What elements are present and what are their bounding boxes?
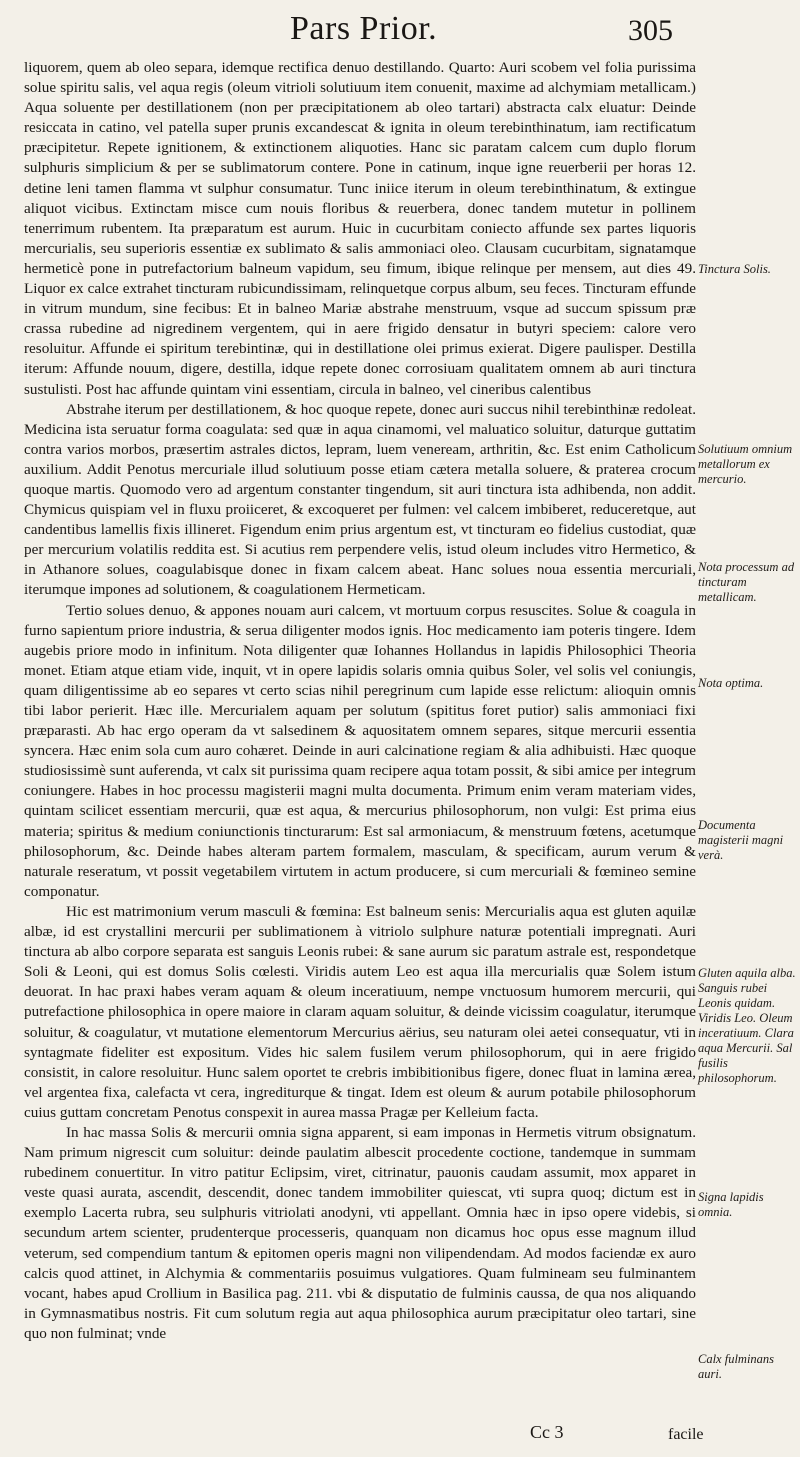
paragraph: In hac massa Solis & mercurii omnia signa apparent, si eam imponas in Hermetis vitrum obsignatum. Nam primum nigrescit cum soluitur: deinde paulatim albescit procedente coctione, tandemque in summam rubedinem conuertitur. In vitro patitur Eclipsim, viret, citrinatur, pauonis caudam assumit, mox apparet in veste quasi aurata, ascendit, descendit, donec tandem immobiliter quiescat, vti supra quoq; dictum est in exemplo Lacerta rubra, seu sulphuris vitriolati anodyni, vti appellant. Omnia hæc in ipso opere videbis, si secundum artem scienter, prudenterque processeris, quanquam non dicamus hoc opus esse magnum illud veterum, sed compendium tantum & epitomen operis magni non vilipendendam. Ad modos faciendæ ex auro calcis quod attinet, in Alchymia & commentariis posuimus vulgatiores. Quam fulmineam seu fulminantem vocant, habes apud Crollium in Basilica pag. 211. vbi & disputatio de fulminis caussa, de qua nos aliquando in Gymnasmatibus nostris. Fit cum solutum regia aut aqua philosophica aurum præcipitatur oleo tartari, sine quo non fulminat; vnde: [24, 1123, 696, 1342]
margin-note: Documenta magisterii magni verà.: [698, 818, 784, 862]
margin-note: Nota optima.: [698, 676, 764, 690]
margin-note: Calx fulminans auri.: [698, 1352, 775, 1381]
margin-note: Solutiuum omnium metallorum ex mercurio.: [698, 442, 793, 486]
main-text: [24, 58, 696, 1344]
paragraph: Tertio solues denuo, & appones nouam auri calcem, vt mortuum corpus resuscites. Solue & coagula in furno sapientum priore industria, & serua diligenter modos ignis. Hoc medicamento iam poteris tingere. Idem augebis priore modo in infinitum. Nota diligenter quæ Iohannes Hollandus in lapidis Philosophici Theoria monet. Etiam atque etiam vide, inquit, vt in opere lapidis solaris omnia quibus Soler, vel solis vel coniungis, quam diligentissime ab eo separes vt certo scias nihil peregrinum cum lapide esse relictum: alioquin omnis tibi labor perierit. Hæc ille. Mercurialem aquam per solutum (spititus foret putior) salis ammoniaci fixi præparasti. Ab hac ergo operam da vt salsedinem & aquositatem omnem separes, sitque mercurii essentia syncera. Hæc enim sola cum auro cohæret. Deinde in auri calcinatione regiam & alia adhibuisti. Hæc quoque studiosissimè sunt auferenda, vt calx sit purissima quam recipere aqua totam possit, & sibi amice per integrum coniungere. Habes in hoc processu magisterii magni multa documenta. Primum enim veram materiam vides, quintam scilicet essentiam mercurii, quæ est aqua, & mercurius philosophorum, non vulgi: Est prima eius materia; spiritus & medium coniunctionis tincturarum: Est sal armoniacum, & menstruum fœtens, acetumque philosophorum, &c. Deinde habes alteram partem formalem, masculam, & specificam, aurum verum & naturale reseratum, vt possit vegetabilem virtutem in actum producere, si cum mercuriali & fœmineo semine componatur.: [24, 601, 696, 900]
running-head: [0, 6, 800, 56]
margin-note: Signa lapidis omnia.: [698, 1190, 764, 1219]
catchword: facile: [668, 1426, 704, 1443]
paragraph: Abstrahe iterum per destillationem, & hoc quoque repete, donec auri succus nihil terebinthinæ redoleat. Medicina ista seruatur forma coagulata: sed quæ in aqua cinamomi, vel maluatico soluitur, daturque guttatim contra varios morbos, præsertim astrales dictos, lepram, luem veneream, arthritin, &c. Est enim Catholicum auxilium. Addit Penotus mercuriale illud solutiuum posse etiam cætera metalla soluere, & praterea crocum quoque martis. Quomodo vero ad argentum constanter tingendum, sit auri tinctura ista adhibenda, non addit. Chymicus quispiam vel in fluxu proiiceret, & excoqueret per fulmen: vel calcem imbiberet, reduceretque, aut candentibus lamellis fixis illineret. Figendum enim prius argentum est, vt tincturam eo fidelius custodiat, quæ per mercurium volatilis reddita est. Si acutius rem perpendere velis, istud oleum includes vitro Hermetico, & in Athanore solues, coagulabisque donec in fixam calcem abeat. Hanc solues noua essentia mercuriali, iterumque impones ad solutionem, & coagulationem Hermeticam.: [24, 400, 696, 599]
margin-note: Tinctura Solis.: [698, 262, 771, 276]
paragraph: Hic est matrimonium verum masculi & fœmina: Est balneum senis: Mercurialis aqua est gluten aquilæ albæ, id est crystallini mercurii per sublimationem à vitriolo sulphure naturæ potentiali impregnati. Auri tinctura ab albo corpore separata est sanguis Leonis rubei: & sane aurum sic paratum astrale est, respondetque Soli & Leoni, qui est domus Solis cœlesti. Viridis autem Leo est aqua illa mercurialis quæ Solem istum deuorat. In hac praxi habes veram aquam & oleum inceratiuum, nempe vnctuosum humorem mercurii, qui putrefactione philosophica in opere maiore in claram aquam soluitur, & deinde vicissim coagulatur, iterumque soluitur, & coagulatur, vt mutatione elementorum Mercurius aërius, seu naturam olei aetei consequatur, vti in syntagmate fideliter est expositum. Vides hic salem fusilem verum philosophorum, qui in aere frigido consistit, in calore resoluitur. Hunc salem oportet te crebris imbibitionibus figere, donec fluat in lamina ærea, vel argentea fixa, calefacta vt cera, ingrediturque & tingat. Idem est oleum & aurum potabile philosophorum cuius guttam concretam Penotus conspexit in aurea massa Pragæ per Kelleium facta.: [24, 902, 696, 1121]
page-title: Pars Prior.: [290, 10, 438, 47]
margin-note: Nota processum ad tincturam metallicam.: [698, 560, 795, 604]
page-number: 305: [628, 14, 673, 47]
page-footer: [0, 1420, 800, 1450]
paragraph: liquorem, quem ab oleo separa, idemque rectifica denuo destillando. Quarto: Auri scobem vel folia purissima solue spiritu salis, vel aqua regis (oleum vitrioli solutiuum item conuenit, maxime ad alchymiam metallicam.) Aqua soluente per destillationem (non per præcipitationem ab oleo tartari) abstracta calx eluatur: Deinde resiccata in catino, vel patella super prunis excandescat & ignita in oleum terebinthinatum, iam rectificatum præcipitetur. Repete ignitionem, & extinctionem aliquoties. Hanc sic paratam calcem cum duplo florum sulphuris simplicium & per se sublimatorum contere. Pone in catinum, inque igne reuerberii per horas 12. detine leni tamen flamma vt sulphur consumatur. Tunc iniice iterum in oleum terebinthinatum, & extingue aliquot vicibus. Extinctam misce cum nouis floribus & reuerbera, donec tandem mutetur in pollinem tenerrimum rubentem. Ita præparatum est aurum. Huic in cucurbitam coniecto affunde sex partes liquoris mercurialis, seu superioris essentiæ ex sublimato & salis ammoniaci oleo. Clausam cucurbitam, signatamque hermeticè pone in putrefactorium balneum vapidum, seu fimum, ibique relinque per mensem, aut dies 49. Liquor ex calce extrahet tincturam rubicundissimam, relinquetque corpus album, seu feces. Tincturam effunde in vitrum mundum, sine fecibus: Et in balneo Mariæ abstrahe menstruum, vsque ad succum spissum præ crassa rubedine ad nigredinem vergentem, qui in aere frigido densatur in butyri speciem: calore vero resoluitur. Affunde ei spiritum terebintinæ, qui in destillatione olei primus exierat. Digere paulisper. Destilla iterum: Affunde nouum, digere, destilla, idque repete donec corrosiuam qualitatem omnem ab auri tinctura sustulisti. Post hac affunde quintam vini essentiam, circula in balneo, vel cineribus calentibus: [24, 59, 696, 398]
margin-note: Gluten aquila alba. Sanguis rubei Leonis quidam. Viridis Leo. Oleum inceratiuum. Clara aqua Mercurii. Sal fusilis philosophorum.: [698, 966, 796, 1085]
signature-mark: Cc 3: [530, 1422, 564, 1442]
